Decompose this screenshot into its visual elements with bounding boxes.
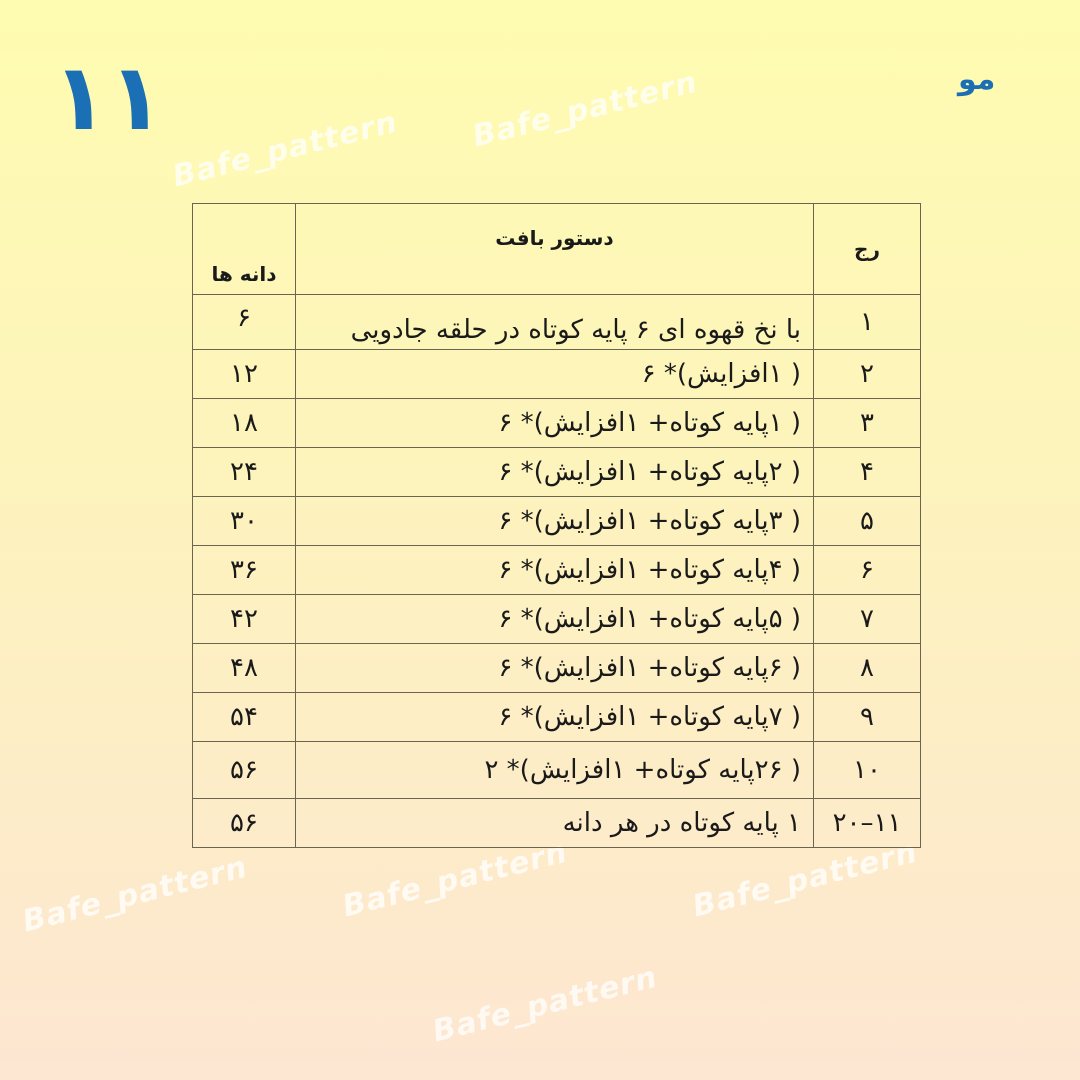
- row-number: ۱: [814, 295, 921, 350]
- table-row: [193, 742, 921, 799]
- stitch-count: ۱۲: [193, 350, 296, 399]
- row-number: ۱۱–۲۰: [814, 799, 921, 848]
- table-row: [193, 799, 921, 848]
- row-number: ۷: [814, 595, 921, 644]
- row-instruction: ( ۳پایه کوتاه+ ۱افزایش)* ۶: [296, 497, 814, 546]
- watermark: Bafe_pattern: [469, 64, 702, 155]
- row-number: ۸: [814, 644, 921, 693]
- header-row: رج: [814, 204, 921, 295]
- stitch-count: ۴۲: [193, 595, 296, 644]
- header-count: دانه ها: [193, 204, 296, 295]
- pattern-table: [192, 203, 921, 848]
- watermark: Bafe_pattern: [339, 834, 572, 925]
- page-number: ۱۱: [52, 44, 165, 151]
- row-instruction: ( ۵پایه کوتاه+ ۱افزایش)* ۶: [296, 595, 814, 644]
- row-instruction: با نخ قهوه ای ۶ پایه کوتاه در حلقه جادویی: [296, 295, 814, 350]
- row-instruction: ۱ پایه کوتاه در هر دانه: [296, 799, 814, 848]
- row-number: ۶: [814, 546, 921, 595]
- table-row: [193, 399, 921, 448]
- row-instruction: ( ۷پایه کوتاه+ ۱افزایش)* ۶: [296, 693, 814, 742]
- table-row: [193, 595, 921, 644]
- stitch-count: ۲۴: [193, 448, 296, 497]
- stitch-count: ۵۶: [193, 799, 296, 848]
- table-row: [193, 497, 921, 546]
- row-instruction: ( ۶پایه کوتاه+ ۱افزایش)* ۶: [296, 644, 814, 693]
- table-row: [193, 644, 921, 693]
- table-row: [193, 350, 921, 399]
- corner-label: مو: [958, 62, 996, 97]
- table-row: [193, 448, 921, 497]
- row-number: ۲: [814, 350, 921, 399]
- row-number: ۱۰: [814, 742, 921, 799]
- table-row: [193, 295, 921, 350]
- stitch-count: ۱۸: [193, 399, 296, 448]
- row-instruction: ( ۲۶پایه کوتاه+ ۱افزایش)* ۲: [296, 742, 814, 799]
- row-instruction: ( ۴پایه کوتاه+ ۱افزایش)* ۶: [296, 546, 814, 595]
- row-instruction: ( ۱پایه کوتاه+ ۱افزایش)* ۶: [296, 399, 814, 448]
- header-instruction: دستور بافت: [296, 204, 814, 295]
- row-number: ۴: [814, 448, 921, 497]
- table-header-row: [193, 204, 921, 295]
- table-row: [193, 693, 921, 742]
- watermark: Bafe_pattern: [429, 959, 662, 1050]
- stitch-count: ۵۶: [193, 742, 296, 799]
- table-row: [193, 546, 921, 595]
- stitch-count: ۵۴: [193, 693, 296, 742]
- stitch-count: ۳۶: [193, 546, 296, 595]
- stitch-count: ۴۸: [193, 644, 296, 693]
- watermark: Bafe_pattern: [689, 834, 922, 925]
- stitch-count: ۳۰: [193, 497, 296, 546]
- row-instruction: ( ۲پایه کوتاه+ ۱افزایش)* ۶: [296, 448, 814, 497]
- row-number: ۹: [814, 693, 921, 742]
- row-instruction: ( ۱افزایش)* ۶: [296, 350, 814, 399]
- row-number: ۳: [814, 399, 921, 448]
- watermark: Bafe_pattern: [169, 104, 402, 195]
- watermark: Bafe_pattern: [19, 849, 252, 940]
- stitch-count: ۶: [193, 295, 296, 350]
- row-number: ۵: [814, 497, 921, 546]
